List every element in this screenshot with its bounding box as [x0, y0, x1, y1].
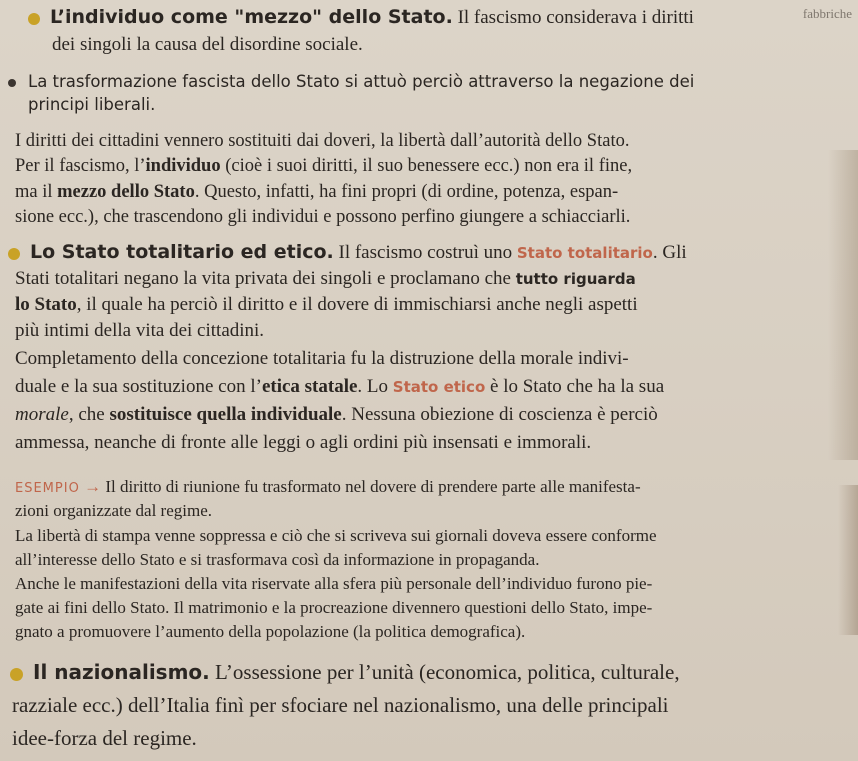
text: L’ossessione per l’unità (economica, politica, culturale, [209, 660, 680, 684]
italic-term: morale [15, 404, 69, 425]
bullet-icon [8, 79, 16, 87]
bullet1-heading: L’individuo come "mezzo" dello Stato. [50, 6, 453, 28]
bold-term: etica statale [261, 376, 358, 397]
example-line2: zioni organizzate dal regime. [15, 501, 212, 520]
bullet4-line3: idee-forza del regime. [12, 726, 197, 750]
bullet2-line1 [8, 72, 694, 91]
bullet4-heading: Il nazionalismo. [33, 660, 210, 684]
bullet3-line1 [8, 241, 687, 264]
text: . Gli [652, 242, 687, 263]
arrow-icon: → [84, 477, 102, 496]
text: , che [68, 404, 110, 425]
bullet1-text: Il fascismo considerava i diritti [452, 7, 694, 28]
text: ma il [15, 182, 58, 202]
bullet-icon [8, 248, 20, 260]
text: (cioè i suoi diritti, il suo benessere ecc.) non era il fine, [220, 156, 633, 176]
bullet3-line6 [15, 376, 664, 398]
text: Il diritto di riunione fu trasformato nel dovere di prendere parte alle manifesta- [101, 477, 641, 496]
example-label: ESEMPIO [15, 481, 80, 496]
page-edge-shadow [828, 150, 858, 460]
example-line6: gate ai fini dello Stato. Il matrimonio e la procreazione divennero questioni dello Stato, impe- [15, 598, 653, 617]
text: Il fascismo costruì uno [333, 242, 517, 263]
bullet3-line4: più intimi della vita dei cittadini. [15, 320, 265, 341]
text: duale e la sua sostituzione con l’ [15, 376, 262, 397]
bullet-icon [28, 13, 40, 25]
bold-term: mezzo dello Stato [57, 182, 195, 202]
bullet3-line8: ammessa, neanche di fronte alle leggi o agli ordini più insensati e immorali. [15, 432, 592, 453]
text: Per il fascismo, l’ [15, 156, 146, 176]
text: . Questo, infatti, ha fini propri (di ordine, potenza, espan- [194, 182, 619, 202]
corner-text: fabbriche [802, 6, 852, 21]
text: . Nessuna obiezione di coscienza è perciò [341, 404, 658, 425]
text: Stati totalitari negano la vita privata dei singoli e proclamano che [15, 268, 516, 289]
example-line4: all’interesse dello Stato e si trasformava così da informazione in propaganda. [15, 550, 540, 569]
bullet3-heading: Lo Stato totalitario ed etico. [30, 241, 334, 263]
bullet1-line1 [28, 6, 694, 29]
bullet4-line2: razziale ecc.) dell’Italia finì per sfociare nel nazionalismo, una delle principali [12, 693, 669, 717]
bold-term: lo Stato [15, 294, 77, 315]
highlight-term: Stato totalitario [516, 244, 653, 262]
bold-term: tutto riguarda [515, 270, 636, 288]
text: . Lo [357, 376, 393, 397]
highlight-term: Stato etico [392, 378, 486, 396]
text: è lo Stato che ha la sua [485, 376, 665, 397]
example-line7: gnato a promuovere l’aumento della popolazione (la politica demografica). [15, 622, 526, 641]
bullet3-line5: Completamento della concezione totalitaria fu la distruzione della morale indivi- [15, 348, 629, 369]
text: , il quale ha perciò il diritto e il dovere di immischiarsi anche negli aspetti [76, 294, 638, 315]
para1-line3 [15, 182, 618, 203]
bullet3-line7 [15, 404, 658, 426]
bullet-icon [10, 668, 23, 681]
example-line1 [15, 477, 641, 497]
para1-line1: I diritti dei cittadini vennero sostituiti dai doveri, la libertà dall’autorità dello Stato. [15, 131, 630, 151]
bullet4-line1 [10, 660, 680, 685]
example-line5: Anche le manifestazioni della vita riservate alla sfera più personale dell’individuo furono pie- [15, 574, 653, 593]
para1-line4: sione ecc.), che trascendono gli individui e possono perfino giungere a schiacciarli. [15, 207, 631, 227]
para1-line2 [15, 156, 632, 177]
bullet3-line3 [15, 294, 638, 316]
bullet1-line2: dei singoli la causa del disordine sociale. [52, 34, 363, 55]
bullet2-text: La trasformazione fascista dello Stato si attuò perciò attraverso la negazione dei [28, 72, 695, 91]
bold-term: individuo [145, 156, 221, 176]
example-line3: La libertà di stampa venne soppressa e ciò che si scriveva sui giornali doveva essere conforme [15, 526, 657, 545]
bold-term: sostituisce quella individuale [109, 404, 342, 425]
bullet3-line2 [15, 268, 636, 290]
bullet2-line2: principi liberali. [28, 95, 156, 114]
page-edge-shadow [838, 485, 858, 635]
